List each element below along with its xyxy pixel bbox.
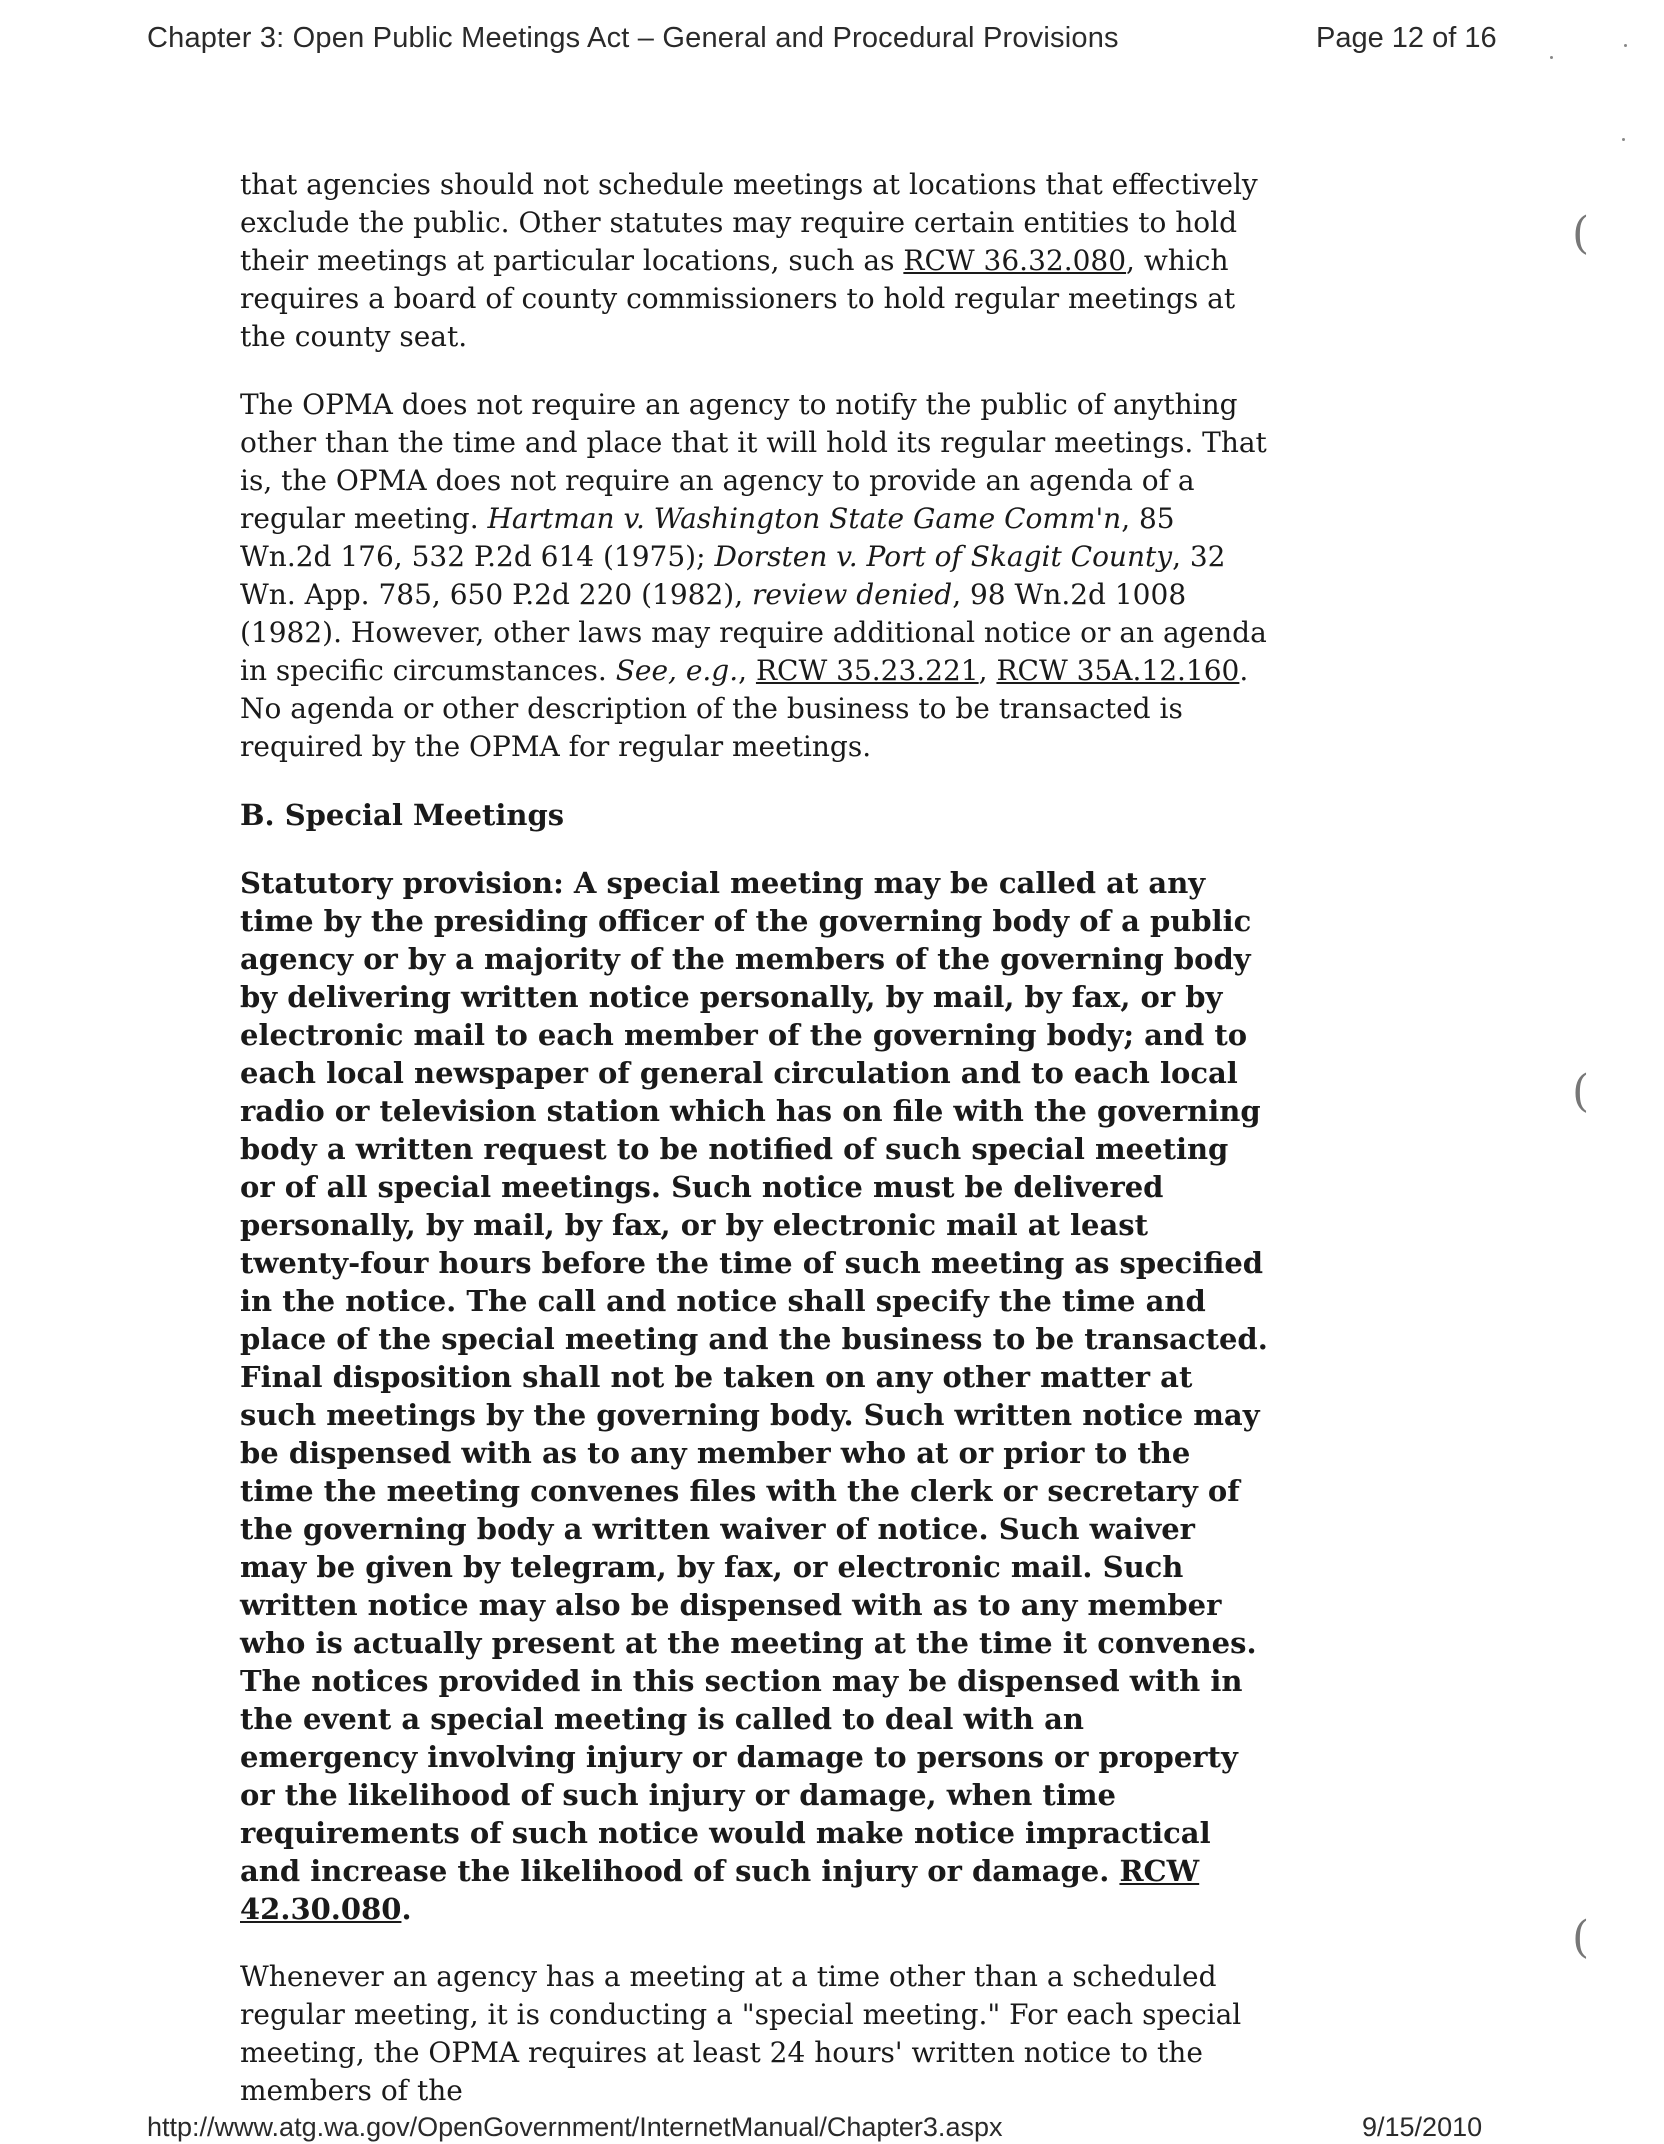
scan-speck [1622,138,1625,141]
scan-speck [1550,56,1553,59]
margin-mark: ( [1572,1066,1590,1117]
text-run: , 85 Wn.2d 176, 532 P.2d 614 (1975); [240,502,1175,573]
page-header-title: Chapter 3: Open Public Meetings Act – General and Procedural Provisions [147,22,1119,54]
text-run: , 98 Wn.2d 1008 (1982). However, other laws may require additional notice or an agenda in specific circumstances. [240,578,1267,687]
margin-mark: ( [1572,1912,1590,1963]
text-run: , [738,654,756,687]
citation-signal: See, e.g. [615,654,739,687]
paragraph-locations [240,166,1270,356]
statutory-provision [240,864,1270,1928]
text-run: . [401,1892,412,1926]
link-rcw-35a-12-160[interactable]: RCW 35A.12.160 [996,654,1240,687]
text-run: The OPMA does not require an agency to notify the public of anything other than the time and place that it will hold its regular meetings. That is, the OPMA does not require an agency to provide an agenda of a regular meeting. [240,388,1267,535]
text-run: , [978,654,997,687]
text-run: Statutory provision: A special meeting may be called at any time by the presiding officer of the governing body of a public agency or by a majority of the members of the governing body by delivering written notice personally, by mail, by fax, or by electronic mail to each member of the governing body; and to each local newspaper of general circulation and to each local radio or television station which has on file with the governing body a written request to be notified of such special meeting or of all special meetings. Such notice must be delivered personally, by mail, by fax, or by electronic mail at least twenty-four hours before the time of such meeting as specified in the notice. The call and notice shall specify the time and place of the special meeting and the business to be transacted. Final disposition shall not be taken on any other matter at such meetings by the governing body. Such written notice may be dispensed with as to any member who at or prior to the time the meeting convenes files with the clerk or secretary of the governing body a written waiver of notice. Such waiver may be given by telegram, by fax, or electronic mail. Such written notice may also be dispensed with as to any member who is actually present at the meeting at the time it convenes. The notices provided in this section may be dispensed with in the event a special meeting is called to deal with an emergency involving injury or damage to persons or property or the likelihood of such injury or damage, when time requirements of such notice would make notice impractical and increase the likelihood of such injury or damage. [240,866,1268,1888]
footer-date: 9/15/2010 [1362,2112,1483,2142]
citation-signal: review denied [752,578,953,611]
page-number: Page 12 of 16 [1316,22,1497,54]
section-heading-special-meetings: B. Special Meetings [240,798,565,832]
scan-speck [1624,44,1627,47]
link-rcw-42-30-080[interactable]: RCW 42.30.080 [240,1854,1200,1926]
text-run: that agencies should not schedule meetings at locations that effectively exclude the public. Other statutes may require certain entities to hold their meetings at particular locations, such as [240,168,1258,277]
paragraph-special-meeting-notice: Whenever an agency has a meeting at a time other than a scheduled regular meeting, it is conducting a "special meeting." For each special meeting, the OPMA requires at least 24 hours' written notice to the members of the [240,1960,1242,2107]
text-run: , which requires a board of county commissioners to hold regular meetings at the county seat. [240,244,1236,353]
text-run: . No agenda or other description of the business to be transacted is required by the OPMA for regular meetings. [240,654,1249,763]
link-rcw-35-23-221[interactable]: RCW 35.23.221 [755,654,979,687]
footer-url: http://www.atg.wa.gov/OpenGovernment/InternetManual/Chapter3.aspx [147,2112,1003,2142]
margin-mark: ( [1572,208,1590,259]
case-citation: Dorsten v. Port of Skagit County [714,540,1173,573]
document-body [240,166,1270,2110]
case-citation: Hartman v. Washington State Game Comm'n [487,502,1122,535]
link-rcw-36-32-080[interactable]: RCW 36.32.080 [903,244,1127,277]
text-run: , 32 Wn. App. 785, 650 P.2d 220 (1982), [240,540,1226,611]
paragraph-opma-notice [240,386,1270,766]
